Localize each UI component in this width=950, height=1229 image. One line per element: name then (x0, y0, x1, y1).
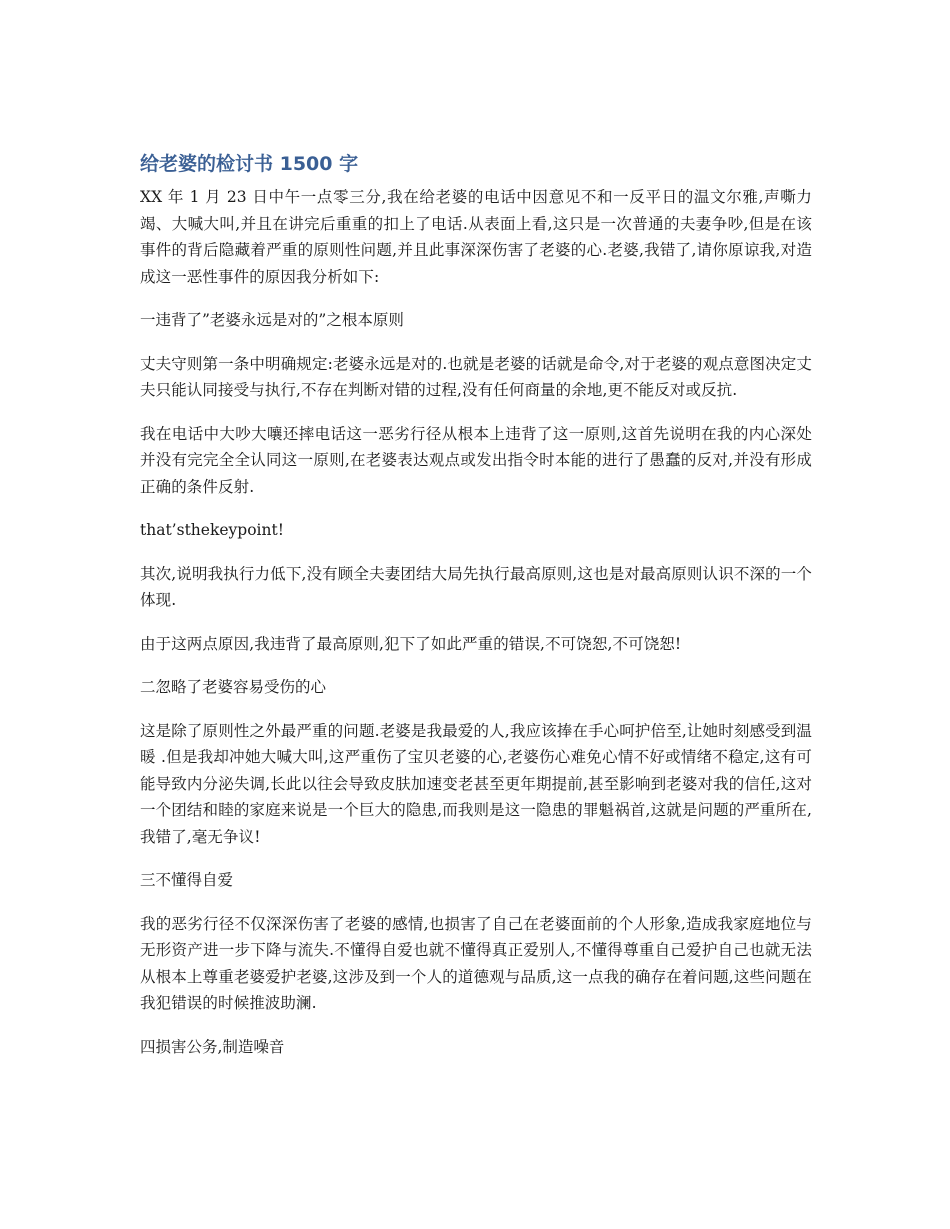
document-page (140, 150, 812, 1077)
paragraph: 丈夫守则第一条中明确规定:老婆永远是对的.也就是老婆的话就是命令,对于老婆的观点意图决定丈夫只能认同接受与执行,不存在判断对错的过程,没有任何商量的余地,更不能反对或反抗. (140, 354, 812, 399)
section-heading-3: 三不懂得自爱 (140, 871, 234, 889)
paragraph: 其次,说明我执行力低下,没有顾全夫妻团结大局先执行最高原则,这也是对最高原则认识不深的一个体现. (140, 564, 812, 609)
paragraph: 由于这两点原因,我违背了最高原则,犯下了如此严重的错误,不可饶恕,不可饶恕! (140, 634, 682, 653)
section-heading-2: 二忽略了老婆容易受伤的心 (140, 678, 327, 696)
paragraph-keypoint: that’sthekeypoint! (140, 521, 284, 539)
paragraph: 我的恶劣行径不仅深深伤害了老婆的感情,也损害了自己在老婆面前的个人形象,造成我家庭地位与无形资产进一步下降与流失.不懂得自爱也就不懂得真正爱别人,不懂得尊重自己爱护自己也就无法从根本上尊重老婆爱护老婆,这涉及到一个人的道德观与品质,这一点我的确存在着问题,这些问题在我犯错误的时候推波助澜. (140, 914, 812, 1012)
paragraph: 这是除了原则性之外最严重的问题.老婆是我最爱的人,我应该捧在手心呵护倍至,让她时刻感受到温暖 .但是我却冲她大喊大叫,这严重伤了宝贝老婆的心,老婆伤心难免心情不好或情绪不稳定,这有可能导致内分泌失调,长此以往会导致皮肤加速变老甚至更年期提前,甚至影响到老婆对我的信任,这对一个团结和睦的家庭来说是一个巨大的隐患,而我则是这一隐患的罪魁祸首,这就是问题的严重所在,我错了,毫无争议! (140, 721, 812, 846)
document-title: 给老婆的检讨书 1500 字 (140, 153, 359, 175)
section-heading-4: 四损害公务,制造噪音 (140, 1037, 285, 1056)
paragraph: 我在电话中大吵大嚷还摔电话这一恶劣行径从根本上违背了这一原则,这首先说明在我的内心深处并没有完完全全认同这一原则,在老婆表达观点或发出指令时本能的进行了愚蠢的反对,并没有形成正确的条件反射. (140, 424, 812, 496)
paragraph-intro: XX 年 1 月 23 日中午一点零三分,我在给老婆的电话中因意见不和一反平日的温文尔雅,声嘶力竭、大喊大叫,并且在讲完后重重的扣上了电话.从表面上看,这只是一次普通的夫妻争吵,但是在该事件的背后隐藏着严重的原则性问题,并且此事深深伤害了老婆的心.老婆,我错了,请你原谅我,对造成这一恶性事件的原因我分析如下: (140, 188, 812, 286)
section-heading-1: 一违背了”老婆永远是对的”之根本原则 (140, 311, 404, 329)
